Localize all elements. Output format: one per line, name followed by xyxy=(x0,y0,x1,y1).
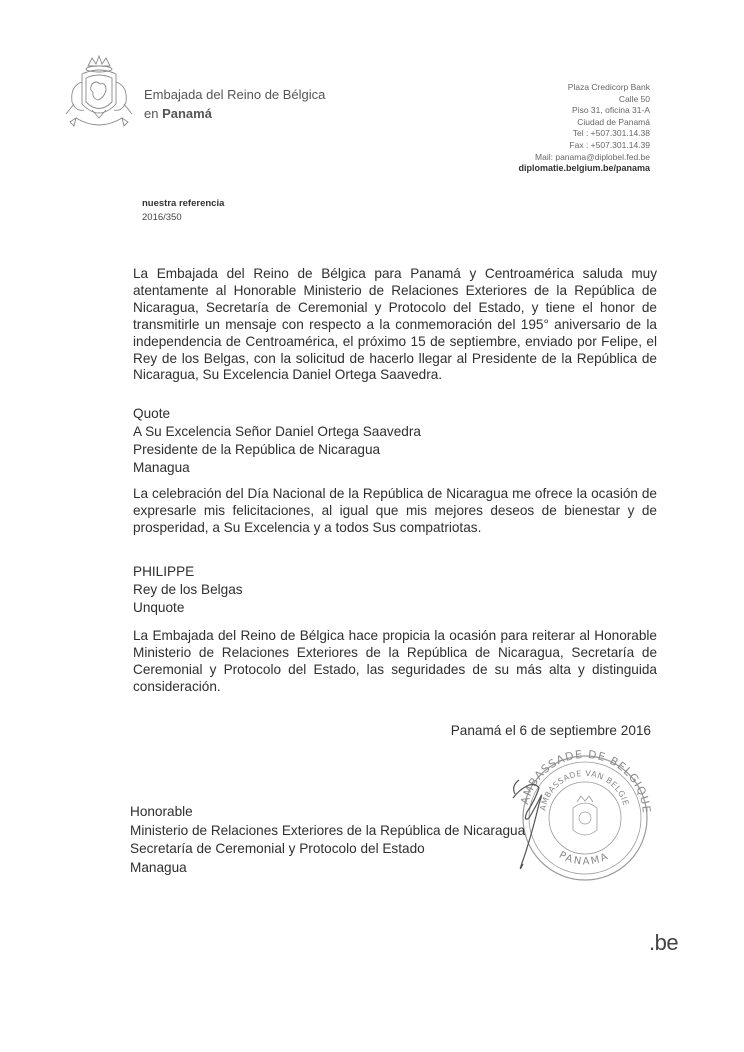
addressee-line: Ministerio de Relaciones Exteriores de la República de Nicaragua xyxy=(130,822,526,838)
embassy-city: Panamá xyxy=(162,106,212,121)
email-line: Mail: panama@diplobel.fed.be xyxy=(535,151,650,162)
svg-text:AMBASSADE VAN BELGIE xyxy=(538,769,630,811)
quote-line: Presidente de la República de Nicaragua xyxy=(133,442,381,457)
address-line: Plaza Credicorp Bank xyxy=(567,82,650,92)
quote-line: Managua xyxy=(133,460,190,475)
address-line: Ciudad de Panamá xyxy=(577,116,650,127)
reference-value: 2016/350 xyxy=(142,212,182,223)
addressee-line: Secretaría de Ceremonial y Protocolo del Estado xyxy=(130,841,425,857)
official-stamp xyxy=(505,738,665,888)
stamp-inner-text: AMBASSADE VAN BELGIE xyxy=(538,768,631,812)
signature-line: Unquote xyxy=(133,600,185,615)
embassy-address-block xyxy=(518,82,650,175)
address-line: Calle 50 xyxy=(618,93,650,104)
intro-paragraph: La Embajada del Reino de Bélgica para Panamá y Centroamérica saluda muy atentamente al Honorable Ministerio de Relaciones Exteriores de la República de Nicaragua, Secretaría de Ceremonial y Protocolo del Estado, y tiene el honor de transmitirle un mensaje con respecto a la conmemoración del 195° aniversario de la independencia de Centroamérica, el próximo 15 de septiembre, enviado por Felipe, el Rey de los Belgas, con la solicitud de hacerlo llegar al Presidente de la República de Nicaragua, Su Excelencia Daniel Ortega Saavedra. xyxy=(133,266,657,383)
website-link[interactable]: diplomatie.belgium.be/panama xyxy=(518,163,650,174)
phone-line: Tel : +507.301.14.38 xyxy=(572,128,650,139)
be-logo: .be xyxy=(649,930,679,955)
embassy-name-line1: Embajada del Reino de Bélgica xyxy=(144,87,326,102)
signature-line: PHILIPPE xyxy=(133,564,195,579)
embassy-name-prefix: en xyxy=(144,106,163,121)
address-line: Piso 31, oficina 31-A xyxy=(572,105,650,116)
message-paragraph: La celebración del Día Nacional de la República de Nicaragua me ofrece la ocasión de expresarle mis felicitaciones, al igual que mis mejores deseos de bienestar y de prosperidad, a Su Excelencia y a todos Sus compatriotas. xyxy=(133,486,657,535)
signature-block xyxy=(133,563,243,617)
quote-line: Quote xyxy=(133,406,171,421)
addressee-line: Managua xyxy=(130,859,187,875)
quote-line: A Su Excelencia Señor Daniel Ortega Saavedra xyxy=(133,424,421,439)
stamp-bottom-text: PANAMA xyxy=(556,849,612,868)
closing-paragraph: La Embajada del Reino de Bélgica hace propicia la ocasión para reiterar al Honorable Ministerio de Relaciones Exteriores de la República de Nicaragua, Secretaría de Ceremonial y Protocolo del Estado, las seguridades de su más alta y distinguida consideración. xyxy=(133,628,657,694)
addressee-block xyxy=(130,803,525,877)
embassy-name xyxy=(144,85,325,123)
reference-label: nuestra referencia xyxy=(142,198,225,209)
stamp-top-text: AMBASSADE DE BELGIQUE xyxy=(518,747,654,815)
fax-line: Fax : +507.301.14.39 xyxy=(569,139,650,150)
signature-line: Rey de los Belgas xyxy=(133,582,243,597)
letter-date: Panamá el 6 de septiembre 2016 xyxy=(450,723,651,738)
addressee-line: Honorable xyxy=(130,804,193,819)
embassy-name-line2 xyxy=(144,104,325,123)
svg-text:PANAMA xyxy=(557,850,611,868)
quote-block xyxy=(133,405,421,477)
royal-crest-logo xyxy=(62,52,136,136)
